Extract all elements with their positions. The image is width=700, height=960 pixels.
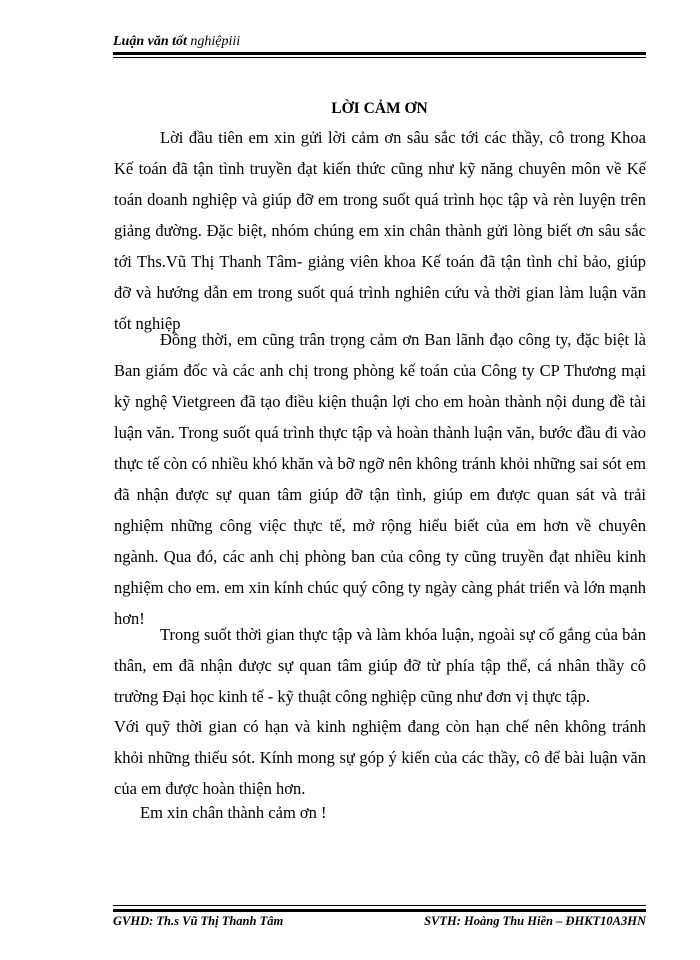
header-title-rest: nghiệpiii [186,34,241,49]
page-footer [113,905,646,935]
paragraph-2: Đồng thời, em cũng trân trọng cảm ơn Ban lãnh đạo công ty, đặc biệt là Ban giám đốc và các anh chị trong phòng kế toán của Công ty CP Thương mại kỹ nghệ Vietgreen đã tạo điều kiện thuận lợi cho em hoàn thành nội dung đề tài luận văn. Trong suốt quá trình thực tập và hoàn thành luận văn, bước đầu đi vào thực tế còn có nhiều khó khăn và bỡ ngỡ nên không tránh khỏi những sai sót em đã nhận được sự quan tâm giúp đỡ tận tình, giúp em được quan sát và trải nghiệm những công việc thực tế, mở rộng hiểu biết của em hơn về chuyên ngành. Qua đó, các anh chị phòng ban của công ty cũng truyền đạt nhiều kinh nghiệm cho em. em xin kính chúc quý công ty ngày càng phát triển và lớn mạnh hơn! [114,330,646,628]
page-header [113,28,646,58]
page-title: LỜI CẢM ƠN [331,100,428,117]
footer-supervisor: GVHD: Th.s Vũ Thị Thanh Tâm [113,914,284,928]
footer-rule-thin [113,905,646,906]
footer-student: SVTH: Hoàng Thu Hiền – ĐHKT10A3HN [424,914,646,928]
closing-line: Em xin chân thành cảm ơn ! [140,803,327,822]
paragraph-3: Trong suốt thời gian thực tập và làm khóa luận, ngoài sự cố gắng của bản thân, em đã nhận được sự quan tâm giúp đỡ từ phía tập thể, cá nhân thầy cô trường Đại học kinh tế - kỹ thuật công nghiệp cũng như đơn vị thực tập. [114,625,646,706]
header-title-bold: Luận văn tốt [113,34,187,49]
header-rule-thin [113,57,646,58]
paragraph-1: Lời đầu tiên em xin gửi lời cảm ơn sâu sắc tới các thầy, cô trong Khoa Kế toán đã tận tình truyền đạt kiến thức cũng như kỹ năng chuyên môn về Kế toán doanh nghiệp và giúp đỡ em trong suốt quá trình học tập và rèn luyện trên giảng đường. Đặc biệt, nhóm chúng em xin chân thành gửi lòng biết ơn sâu sắc tới Ths.Vũ Thị Thanh Tâm- giảng viên khoa Kế toán đã tận tình chỉ bảo, giúp đỡ và hướng dẫn em trong suốt quá trình nghiên cứu và thời gian làm luận văn tốt nghiệp [114,128,646,333]
header-title [113,34,240,50]
footer-rule-thick [113,909,646,912]
paragraph-4: Với quỹ thời gian có hạn và kinh nghiệm đang còn hạn chế nên không tránh khỏi những thiếu sót. Kính mong sự góp ý kiến của các thầy, cô để bài luận văn của em được hoàn thiện hơn. [114,717,646,798]
header-rule-thick [113,52,646,55]
